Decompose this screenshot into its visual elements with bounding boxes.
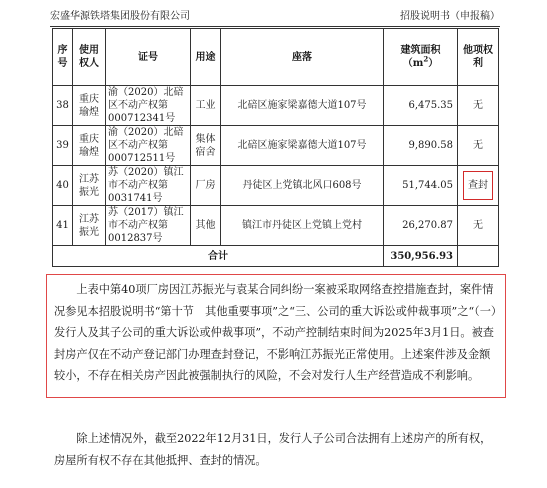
cell-area: 51,744.05: [384, 166, 458, 206]
header-owner: 使用权人: [73, 29, 106, 86]
cell-area: 9,890.58: [384, 126, 458, 166]
cell-owner: 江苏振光: [73, 166, 106, 206]
cell-other: 无: [458, 86, 499, 126]
seizure-mark: 查封: [463, 171, 493, 200]
cell-area: 26,270.87: [384, 206, 458, 246]
header-area-close: ）: [428, 58, 439, 69]
cell-other: [458, 166, 499, 206]
cell-location: 丹徒区上党镇北风口608号: [221, 166, 384, 206]
total-value: 350,956.93: [384, 246, 458, 267]
cell-use: 集体宿舍: [191, 126, 221, 166]
cell-other: 无: [458, 126, 499, 166]
cell-cert: 渝（2020）北碚区不动产权第000712341号: [106, 86, 191, 126]
cell-use: 其他: [191, 206, 221, 246]
page-header: [50, 8, 500, 27]
header-location: 座落: [221, 29, 384, 86]
total-empty-cell: [458, 246, 499, 267]
table-row: [53, 206, 499, 246]
header-area-label: 建筑面积: [400, 45, 441, 56]
cell-seq: 38: [53, 86, 73, 126]
cell-location: 北碚区施家梁嘉德大道107号: [221, 126, 384, 166]
cell-location: 北碚区施家梁嘉德大道107号: [221, 86, 384, 126]
company-name: 宏盛华源铁塔集团股份有限公司: [50, 11, 190, 22]
cell-owner: 江苏振光: [73, 206, 106, 246]
table-header-row: [53, 29, 499, 86]
table-row: [53, 86, 499, 126]
header-area-unit: （m: [402, 58, 424, 69]
cell-area: 6,475.35: [384, 86, 458, 126]
property-table: [52, 28, 499, 267]
table-row: [53, 166, 499, 206]
header-area: [384, 29, 458, 86]
table-row: [53, 126, 499, 166]
cell-cert: 渝（2020）北碚区不动产权第000712511号: [106, 126, 191, 166]
header-use: 用途: [191, 29, 221, 86]
header-cert: 证号: [106, 29, 191, 86]
header-other: 他项权利: [458, 29, 499, 86]
cell-seq: 41: [53, 206, 73, 246]
paragraph-seizure-note: 上表中第40项厂房因江苏振光与袁某合同纠纷一案被采取网络查控措施查封，案件情况参见本招股说明书“第十节 其他重要事项”之“三、公司的重大诉讼或仲裁事项”之“（一）发行人及其子公司的重大诉讼或仲裁事项”，不动产控制结束时间为2025年3月1日。被查封房产仅在不动产登记部门办理查封登记，不影响江苏振光正常使用。上述案件涉及金额较小，不存在相关房产因此被强制执行的风险，不会对发行人生产经营造成不利影响。: [54, 283, 497, 382]
cell-cert: 苏（2017）镇江市不动产权第0012837号: [106, 206, 191, 246]
document-title: 招股说明书（申报稿）: [400, 11, 500, 22]
header-area-sup: 2: [423, 54, 429, 64]
table-total-row: [53, 246, 499, 267]
cell-location: 镇江市丹徒区上党镇上党村: [221, 206, 384, 246]
cell-seq: 39: [53, 126, 73, 166]
paragraph-ownership-note: 除上述情况外，截至2022年12月31日，发行人子公司合法拥有上述房产的所有权，房屋所有权不存在其他抵押、查封的情况。: [54, 432, 492, 467]
cell-cert: 苏（2020）镇江市不动产权第0031741号: [106, 166, 191, 206]
header-seq: 序号: [53, 29, 73, 86]
cell-seq: 40: [53, 166, 73, 206]
total-label: 合计: [53, 246, 384, 267]
cell-owner: 重庆瑜煌: [73, 126, 106, 166]
cell-use: 工业: [191, 86, 221, 126]
cell-use: 厂房: [191, 166, 221, 206]
cell-owner: 重庆瑜煌: [73, 86, 106, 126]
cell-other: 无: [458, 206, 499, 246]
